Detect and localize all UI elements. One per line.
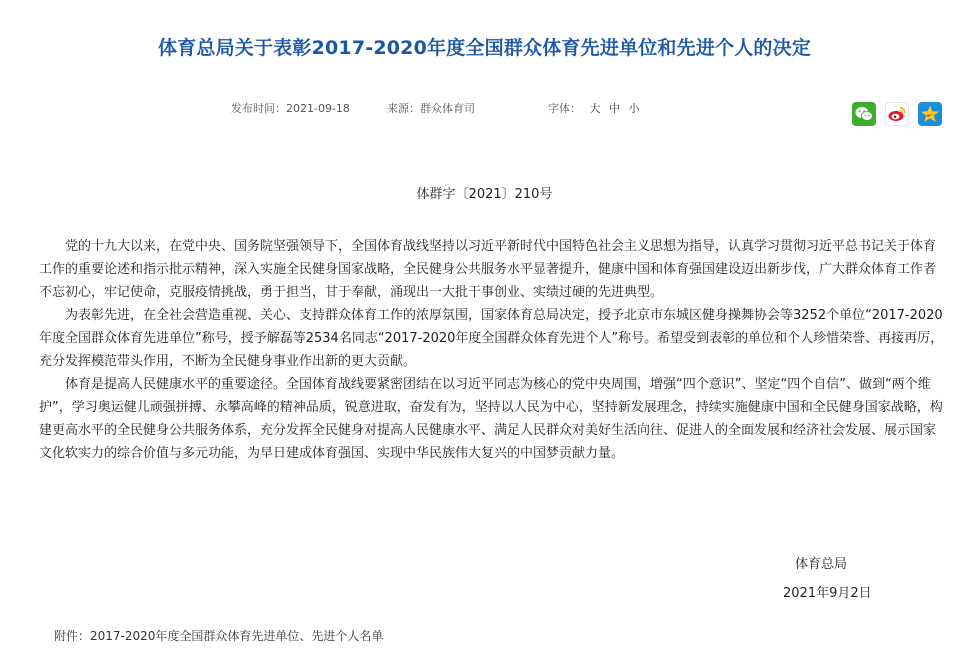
font-size-label: 字体：	[548, 102, 581, 115]
attachment-link[interactable]: 附件：2017-2020年度全国群众体育先进单位、先进个人名单	[54, 629, 384, 643]
qzone-icon[interactable]	[918, 102, 942, 126]
document-number: 体群字〔2021〕210号	[416, 187, 553, 202]
article-body	[39, 235, 944, 465]
paragraph: 体育是提高人民健康水平的重要途径。全国体育战线要紧密团结在以习近平同志为核心的党中央周围，增强“四个意识”、坚定“四个自信”、做到“两个维护”，学习奥运健儿顽强拼搏、永攀高峰的精神品质，锐意进取，奋发有为，坚持以人民为中心，坚持新发展理念，持续实施健康中国和全民健身国家战略，构建更高水平的全民健身公共服务体系，充分发挥全民健身对提高人民健康水平、满足人民群众对美好生活向往、促进人的全面发展和经济社会发展、展示国家文化软实力的综合价值与多元功能，为早日建成体育强国、实现中华民族伟大复兴的中国梦贡献力量。	[39, 377, 943, 461]
signature-date: 2021年9月2日	[783, 586, 872, 601]
paragraph: 党的十九大以来，在党中央、国务院坚强领导下，全国体育战线坚持以习近平新时代中国特色社会主义思想为指导，认真学习贯彻习近平总书记关于体育工作的重要论述和指示批示精神，深入实施全民健身国家战略，全民健身公共服务水平显著提升，健康中国和体育强国建设迈出新步伐，广大群众体育工作者不忘初心，牢记使命，克服疫情挑战，勇于担当，甘于奉献，涌现出一大批干事创业、实绩过硬的先进典型。	[39, 239, 937, 300]
font-size-selector	[548, 100, 640, 116]
font-size-small[interactable]: 小	[628, 102, 640, 115]
font-size-large[interactable]: 大	[589, 102, 601, 115]
wechat-icon[interactable]	[852, 102, 876, 126]
font-size-medium[interactable]: 中	[609, 102, 620, 115]
signature: 体育总局	[795, 557, 848, 572]
weibo-icon[interactable]	[885, 102, 909, 126]
page-title: 体育总局关于表彰2017-2020年度全国群众体育先进单位和先进个人的决定	[157, 37, 812, 59]
article-source: 来源：群众体育司	[387, 102, 475, 115]
publish-date: 发布时间：2021-09-18	[231, 102, 350, 115]
article-meta	[0, 100, 969, 120]
paragraph: 为表彰先进，在全社会营造重视、关心、支持群众体育工作的浓厚氛围，国家体育总局决定，授予北京市东城区健身操舞协会等3252个单位“2017-2020年度全国群众体育先进单位”称号，授予解磊等2534名同志“2017-2020年度全国群众体育先进个人”称号。希望受到表彰的单位和个人珍惜荣誉、再接再厉，充分发挥模范带头作用，不断为全民健身事业作出新的更大贡献。	[39, 308, 944, 369]
